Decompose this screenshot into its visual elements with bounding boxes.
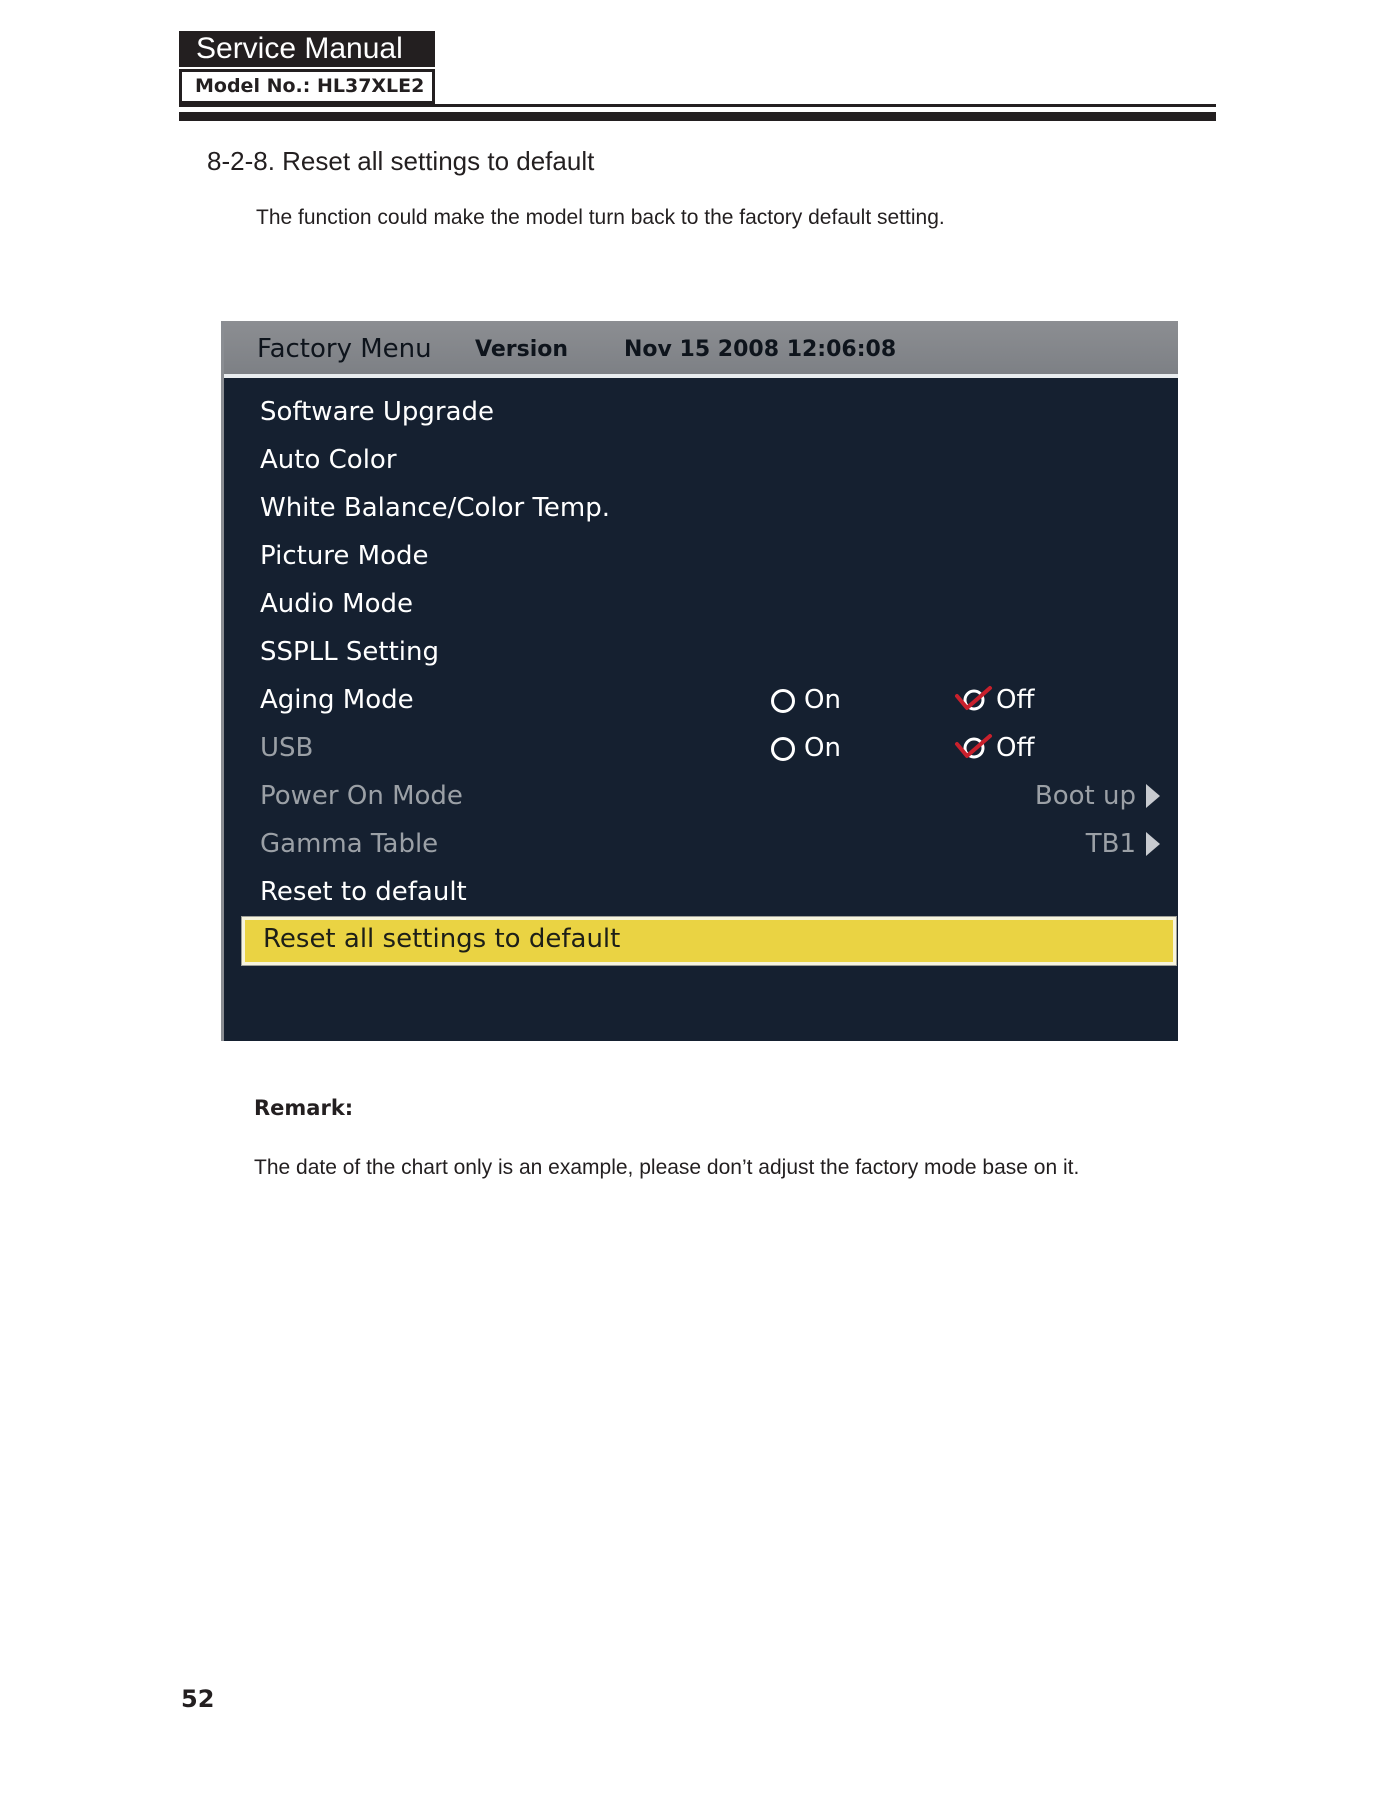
menu-item-usb[interactable] — [242, 726, 1176, 770]
section-heading: 8-2-8. Reset all settings to default — [207, 146, 595, 176]
aging-mode-off-label: Off — [996, 685, 1035, 715]
menu-item-label: Audio Mode — [260, 589, 414, 619]
factory-menu-screenshot — [221, 321, 1178, 1041]
aging-mode-on-radio[interactable] — [771, 689, 795, 713]
menu-item-label: USB — [260, 733, 314, 763]
model-number: Model No.: HL37XLE2 — [179, 69, 435, 104]
usb-on-label: On — [804, 733, 841, 763]
factory-menu-title-bar — [224, 321, 1178, 378]
aging-mode-on-label: On — [804, 685, 841, 715]
menu-item-label: White Balance/Color Temp. — [260, 493, 611, 523]
menu-item-label: Aging Mode — [260, 685, 414, 715]
menu-item-label: Reset all settings to default — [263, 924, 621, 954]
intro-paragraph: The function could make the model turn back to the factory default setting. — [256, 206, 945, 229]
menu-item-audio-mode[interactable] — [242, 582, 1176, 626]
aging-mode-off-check-icon[interactable] — [954, 684, 994, 716]
usb-off-label: Off — [996, 733, 1035, 763]
right-arrow-icon[interactable] — [1146, 784, 1160, 808]
menu-item-power-on-mode[interactable] — [242, 774, 1176, 818]
menu-item-auto-color[interactable] — [242, 438, 1176, 482]
menu-item-gamma-table[interactable] — [242, 822, 1176, 866]
remark-label: Remark: — [254, 1096, 354, 1120]
version-label: Version — [475, 337, 569, 362]
menu-item-picture-mode[interactable] — [242, 534, 1176, 578]
factory-menu-title: Factory Menu — [257, 334, 432, 364]
menu-item-label: Power On Mode — [260, 781, 463, 811]
right-arrow-icon[interactable] — [1146, 832, 1160, 856]
menu-item-software-upgrade[interactable] — [242, 390, 1176, 434]
menu-item-label: Reset to default — [260, 877, 467, 907]
menu-item-sspll-setting[interactable] — [242, 630, 1176, 674]
menu-item-reset-all-settings[interactable] — [242, 917, 1176, 965]
menu-item-label: SSPLL Setting — [260, 637, 440, 667]
usb-off-check-icon[interactable] — [954, 732, 994, 764]
menu-item-label: Auto Color — [260, 445, 397, 475]
menu-item-label: Software Upgrade — [260, 397, 495, 427]
version-date: Nov 15 2008 12:06:08 — [624, 337, 897, 362]
menu-item-reset-to-default[interactable] — [242, 870, 1176, 914]
menu-item-white-balance[interactable] — [242, 486, 1176, 530]
remark-text: The date of the chart only is an example, please don’t adjust the factory mode base on it. — [254, 1156, 1080, 1179]
menu-item-label: Gamma Table — [260, 829, 439, 859]
gamma-table-value: TB1 — [1085, 829, 1136, 859]
usb-on-radio[interactable] — [771, 737, 795, 761]
service-manual-title: Service Manual — [179, 31, 435, 67]
power-on-mode-value: Boot up — [1034, 781, 1136, 811]
header-rule-thin — [179, 104, 1216, 107]
menu-item-aging-mode[interactable] — [242, 678, 1176, 722]
menu-item-label: Picture Mode — [260, 541, 429, 571]
page-number: 52 — [181, 1685, 215, 1713]
header-rule-thick — [179, 112, 1216, 121]
